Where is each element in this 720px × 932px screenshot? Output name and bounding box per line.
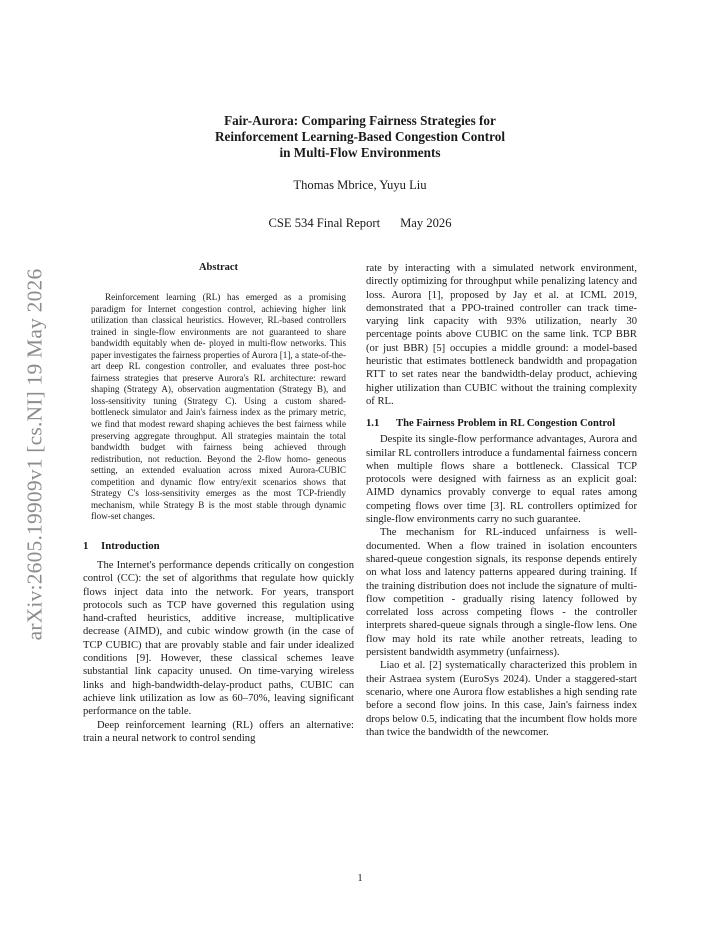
- report-name: CSE 534 Final Report: [268, 216, 381, 230]
- subsection-paragraph: The mechanism for RL-induced unfairness is well-documented. When a flow trained in isolation encounters shared-queue congestion signals, its response depends entirely on what loss and latency patterns appeared during training. If the training distribution does not include the signature of multi-flow competition - gradually rising latency followed by correlated loss across competing flows - the controller interprets shared-queue signals through a single-flow lens. One flow may hold its rate while another retreats, leading to persistent bandwidth asymmetry (unfairness).: [366, 527, 637, 659]
- subsection-heading-fairness-problem: [366, 417, 637, 430]
- subsection-paragraph: Despite its single-flow performance advantages, Aurora and similar RL controllers introduce a fundamental fairness concern when multiple flows share a bottleneck. Classical TCP protocols were designed with fairness as an explicit goal: AIMD dynamics provably converge to equal rates among competing flows over time [3]. RL controllers optimized for single-flow environments carry no such guarantee.: [366, 434, 637, 526]
- subsection-number: 1.1: [366, 418, 380, 430]
- left-column: [83, 262, 354, 745]
- arxiv-stamp-text: arXiv:2605.19909v1 [cs.NI] 19 May 2026: [22, 268, 47, 640]
- abstract-heading: Abstract: [198, 262, 239, 273]
- intro-continuation: rate by interacting with a simulated network environment, directly optimizing for throughput while penalizing latency and loss. Aurora [1], proposed by Jay et al. at ICML 2019, demonstrated that a PPO-trained controller can track time-varying link capacity with 93% utilization, nearly 30 percentage points above CUBIC on the same link. TCP BBR (or just BBR) [5] occupies a middle ground: a model-based heuristic that estimates bottleneck bandwidth and propagation RTT to set rates near the bandwidth-delay product, achieving higher utilization than CUBIC without the training complexity of RL.: [366, 263, 637, 407]
- paper-title: [140, 113, 580, 161]
- intro-paragraph: Deep reinforcement learning (RL) offers an alternative: train a neural network to control sending: [83, 719, 354, 744]
- author-list: Thomas Mbrice, Yuyu Liu: [293, 178, 427, 192]
- section-heading-introduction: [83, 540, 354, 552]
- section-title: Introduction: [101, 539, 160, 552]
- report-date: May 2026: [400, 216, 452, 230]
- section-number: 1: [83, 539, 89, 552]
- title-line: Fair-Aurora: Comparing Fairness Strategies for: [224, 113, 496, 128]
- page-number: 1: [357, 873, 363, 884]
- report-info: [160, 216, 560, 231]
- intro-paragraph: The Internet's performance depends critically on congestion control (CC): the set of algorithms that regulate how quickly flows inject data into the network. For years, transport protocols such as TCP have governed this regulation using hand-crafted heuristics, additive increase, multiplicative decrease (AIMD), and cubic window growth (in the case of TCP CUBIC) that are provably stable and fair under idealized conditions [9]. However, these classical schemes leave substantial link capacity unused. On time-varying wireless links and high-bandwidth-delay-product paths, CUBIC can achieve link utilization as low as 60–70%, leaving significant performance on the table.: [83, 559, 354, 718]
- title-line: Reinforcement Learning-Based Congestion Control: [215, 129, 505, 144]
- abstract-text: Reinforcement learning (RL) has emerged as a promising paradigm for Internet congestion control, achieving higher link utilization than classical heuristics. However, RL-based controllers trained in single-flow environments are not guaranteed to share bandwidth equitably when de- ployed in multi-flow networks. This paper investigates the fairness properties of Aurora [1], a state-of-the-art deep RL congestion controller, and evaluates three post-hoc fairness strategies that preserve Aurora's RL architecture: reward shaping (Strategy A), observation augmentation (Strategy B), and loss-sensitivity tuning (Strategy C). Using a custom shared-bottleneck simulator and Jain's fairness index as the primary metric, we find that modest reward shaping achieves the best fairness while preserving aggregate throughput. All strategies maintain the total bandwidth budget with fairness being achieved through redistribution, not reduction. Beyond the 2-flow homo- geneous setting, an extended evaluation across mixed Aurora-CUBIC competition and dynamic flow entry/exit scenarios shows that Strategy C's loss-sensitivity emerges as the most TCP-friendly mechanism, while Strategy B is the most stable through dynamic flow-set changes.: [91, 292, 346, 522]
- arxiv-side-stamp: [20, 258, 50, 650]
- right-column: [366, 262, 637, 739]
- subsection-title: The Fairness Problem in RL Congestion Control: [396, 418, 616, 430]
- subsection-paragraph: Liao et al. [2] systematically characterized this problem in their Astraea system (EuroSys 2024). Under a staggered-start scenario, where one Aurora flow establishes a high sending rate before a second flow joins. In this case, Jain's fairness index drops below 0.5, indicating that the incumbent flow holds more than twice the bandwidth of the newcomer.: [366, 660, 637, 738]
- title-line: in Multi-Flow Environments: [279, 145, 441, 160]
